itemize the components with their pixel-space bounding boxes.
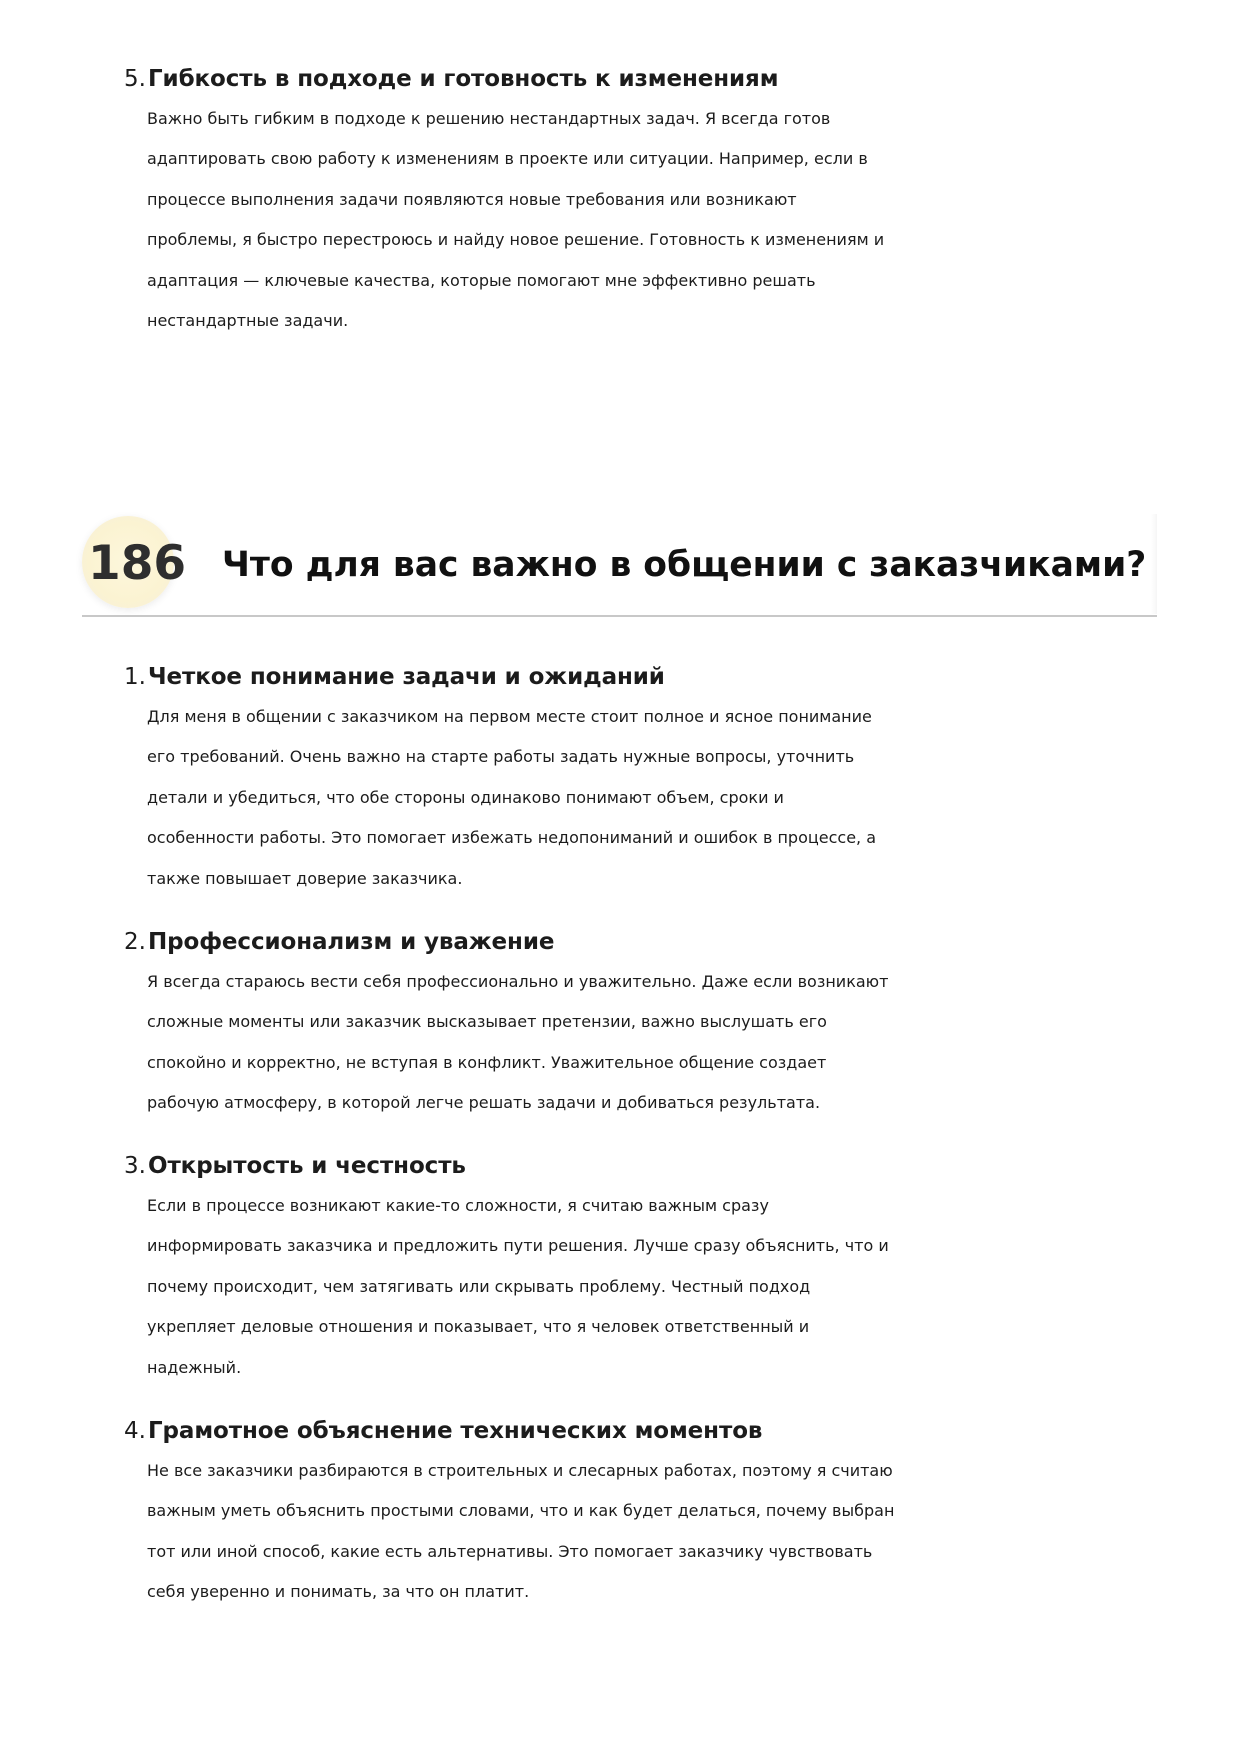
text-line: проблемы, я быстро перестроюсь и найду новое решение. Готовность к изменениям и bbox=[147, 230, 885, 250]
list-item-heading bbox=[117, 59, 1167, 99]
list-item-number: 3. bbox=[124, 1153, 146, 1179]
text-line: нестандартные задачи. bbox=[147, 311, 349, 331]
list-item-prev-5 bbox=[117, 59, 1167, 341]
list-item-text bbox=[117, 1186, 1167, 1388]
list-item-text bbox=[117, 99, 1167, 341]
text-line: Если в процессе возникают какие-то сложности, я считаю важным сразу bbox=[147, 1196, 769, 1215]
text-line: адаптация — ключевые качества, которые помогают мне эффективно решать bbox=[147, 270, 816, 290]
list-item-answer-2 bbox=[117, 922, 1167, 1124]
text-line: надежный. bbox=[147, 1357, 242, 1377]
question-title: Что для вас важно в общении с заказчиками? bbox=[222, 545, 1147, 585]
text-line: рабочую атмосферу, в которой легче решать задачи и добиваться результата. bbox=[147, 1093, 821, 1113]
list-item-heading bbox=[117, 1411, 1167, 1451]
text-line: информировать заказчика и предложить пути решения. Лучше сразу объяснить, что и bbox=[147, 1236, 889, 1256]
text-line: его требований. Очень важно на старте работы задать нужные вопросы, уточнить bbox=[147, 747, 855, 767]
text-line: Важно быть гибким в подходе к решению нестандартных задач. Я всегда готов bbox=[147, 109, 831, 128]
list-item-number: 1. bbox=[124, 664, 146, 690]
list-item-answer-1 bbox=[117, 657, 1167, 899]
list-item-heading bbox=[117, 657, 1167, 697]
question-number: 186 bbox=[88, 536, 187, 591]
text-line: также повышает доверие заказчика. bbox=[147, 868, 463, 888]
text-line: особенности работы. Это помогает избежать недопониманий и ошибок в процессе, а bbox=[147, 828, 877, 848]
text-line: Не все заказчики разбираются в строительных и слесарных работах, поэтому я считаю bbox=[147, 1461, 893, 1480]
text-line: детали и убедиться, что обе стороны одинаково понимают объем, сроки и bbox=[147, 787, 784, 807]
list-item-title: Четкое понимание задачи и ожиданий bbox=[148, 664, 665, 690]
list-item-text bbox=[117, 1451, 1167, 1613]
list-item-text bbox=[117, 697, 1167, 899]
list-item-title: Грамотное объяснение технических моментов bbox=[148, 1418, 763, 1444]
list-item-heading bbox=[117, 922, 1167, 962]
text-line: тот или иной способ, какие есть альтернативы. Это помогает заказчику чувствовать bbox=[147, 1541, 873, 1561]
text-line: себя уверенно и понимать, за что он платит. bbox=[147, 1582, 530, 1602]
list-item-text bbox=[117, 962, 1167, 1124]
header-divider bbox=[82, 615, 1157, 617]
list-item-title: Гибкость в подходе и готовность к изменениям bbox=[148, 66, 779, 92]
list-item-answer-3 bbox=[117, 1146, 1167, 1388]
text-line: Я всегда стараюсь вести себя профессионально и уважительно. Даже если возникают bbox=[147, 972, 889, 991]
text-line: адаптировать свою работу к изменениям в проекте или ситуации. Например, если в bbox=[147, 149, 868, 169]
question-header bbox=[82, 514, 1157, 616]
text-line: важным уметь объяснить простыми словами, что и как будет делаться, почему выбран bbox=[147, 1501, 895, 1521]
list-item-answer-4 bbox=[117, 1411, 1167, 1613]
text-line: процессе выполнения задачи появляются новые требования или возникают bbox=[147, 189, 797, 209]
text-line: спокойно и корректно, не вступая в конфликт. Уважительное общение создает bbox=[147, 1052, 827, 1072]
list-item-number: 4. bbox=[124, 1418, 146, 1444]
text-line: Для меня в общении с заказчиком на первом месте стоит полное и ясное понимание bbox=[147, 707, 872, 726]
text-line: почему происходит, чем затягивать или скрывать проблему. Честный подход bbox=[147, 1276, 811, 1296]
text-line: укрепляет деловые отношения и показывает, что я человек ответственный и bbox=[147, 1317, 810, 1337]
list-item-number: 2. bbox=[124, 929, 146, 955]
list-item-heading bbox=[117, 1146, 1167, 1186]
list-item-number: 5. bbox=[124, 66, 146, 92]
text-line: сложные моменты или заказчик высказывает претензии, важно выслушать его bbox=[147, 1012, 827, 1032]
header-edge-shadow bbox=[1151, 514, 1157, 614]
list-item-title: Открытость и честность bbox=[148, 1153, 466, 1179]
list-item-title: Профессионализм и уважение bbox=[148, 929, 555, 955]
